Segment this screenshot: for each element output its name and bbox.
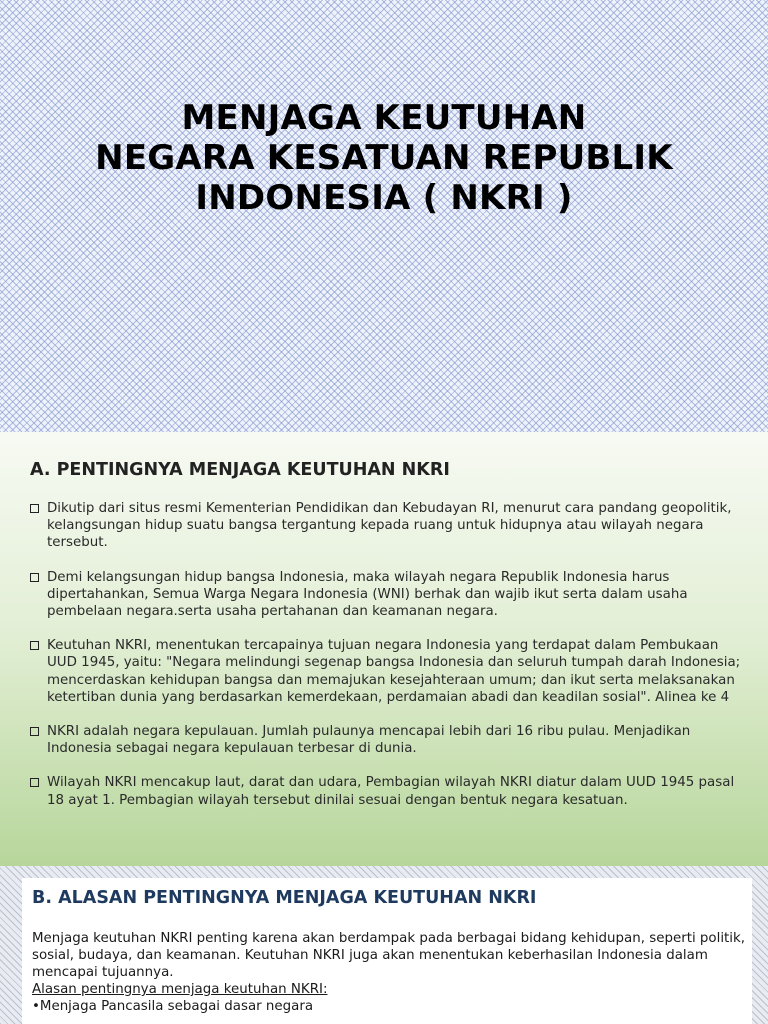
checkbox-bullet-icon (30, 727, 39, 736)
bullet-item (30, 569, 742, 621)
checkbox-bullet-icon (30, 641, 39, 650)
bullet-text: Demi kelangsungan hidup bangsa Indonesia, maka wilayah negara Republik Indonesia harus dipertahankan, Semua Warga Negara Indonesia (WNI) berhak dan wajib ikut serta dalam usaha pembelaan negara.serta usaha pertahanan dan keamanan negara. (47, 569, 688, 620)
section-a-slide (0, 432, 768, 866)
section-b-panel (22, 878, 752, 1024)
section-b-slide (0, 866, 768, 1024)
title-line: MENJAGA KEUTUHAN (181, 98, 587, 138)
bullet-item (30, 774, 742, 808)
bullet-item (30, 637, 742, 706)
bullet-text: Dikutip dari situs resmi Kementerian Pendidikan dan Kebudayan RI, menurut cara pandang geopolitik, kelangsungan hidup suatu bangsa tergantung kepada ruang untuk hidupnya atau wilayah negara tersebut. (47, 501, 732, 551)
section-b-heading: B. ALASAN PENTINGNYA MENJAGA KEUTUHAN NKRI (32, 888, 537, 908)
title-line: INDONESIA ( NKRI ) (195, 178, 573, 218)
section-b-paragraph: Menjaga keutuhan NKRI penting karena akan berdampak pada berbagai bidang kehidupan, seperti politik, sosial, budaya, dan keamanan. Keutuhan NKRI juga akan menentukan keberhasilan Indonesia dalam mencapai tujuannya. (32, 931, 746, 981)
bullet-text: NKRI adalah negara kepulauan. Jumlah pulaunya mencapai lebih dari 16 ribu pulau. Menjadikan Indonesia sebagai negara kepulauan terbesar di dunia. (47, 724, 691, 757)
slide-title (0, 98, 768, 218)
section-a-bullet-list (30, 500, 742, 826)
list-item: •Menjaga Pancasila sebagai dasar negara (32, 999, 314, 1014)
bullet-item (30, 723, 742, 757)
checkbox-bullet-icon (30, 778, 39, 787)
bullet-text: Keutuhan NKRI, menentukan tercapainya tujuan negara Indonesia yang terdapat dalam Pembukaan UUD 1945, yaitu: "Negara melindungi segenap bangsa Indonesia dan seluruh tumpah darah Indonesia; mencerdaskan kehidupan bangsa dan memajukan kesejahteraan umum; dan ikut serta melaksanakan ketertiban dunia yang berdasarkan kemerdekaan, perdamaian abadi dan keadilan sosial". Alinea ke 4 (47, 638, 741, 705)
section-b-subheading: Alasan pentingnya menjaga keutuhan NKRI: (32, 982, 328, 997)
checkbox-bullet-icon (30, 504, 39, 513)
title-slide (0, 0, 768, 432)
bullet-item (30, 500, 742, 552)
title-line: NEGARA KESATUAN REPUBLIK (95, 138, 673, 178)
section-a-heading: A. PENTINGNYA MENJAGA KEUTUHAN NKRI (30, 460, 450, 480)
bullet-text: Wilayah NKRI mencakup laut, darat dan udara, Pembagian wilayah NKRI diatur dalam UUD 1945 pasal 18 ayat 1. Pembagian wilayah tersebut dinilai sesuai dengan bentuk negara kesatuan. (47, 775, 735, 808)
checkbox-bullet-icon (30, 573, 39, 582)
